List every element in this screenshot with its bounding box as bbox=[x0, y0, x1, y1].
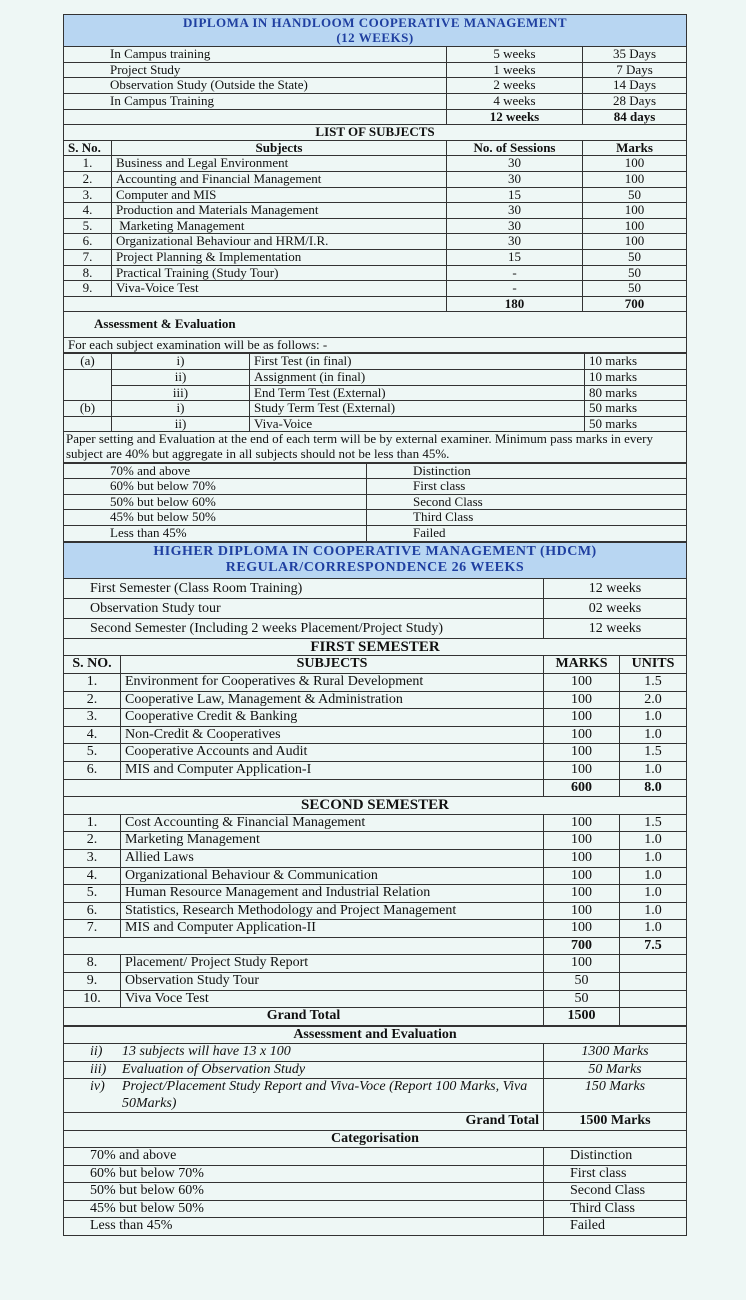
hdcm-schedule-row bbox=[64, 578, 687, 598]
subject-no: 9. bbox=[64, 281, 112, 297]
semester-no: 2. bbox=[64, 691, 121, 709]
category-row bbox=[64, 1200, 687, 1218]
semester-units: 1.5 bbox=[620, 673, 687, 691]
semester-marks: 100 bbox=[544, 902, 620, 920]
col-sno: S. No. bbox=[64, 140, 112, 156]
exam-group bbox=[64, 385, 112, 401]
extra-row bbox=[64, 973, 687, 991]
semester-subject: Statistics, Research Methodology and Project Management bbox=[121, 902, 544, 920]
hdcm-schedule-weeks: 12 weeks bbox=[544, 618, 687, 638]
subject-row bbox=[64, 249, 687, 265]
exam-test: End Term Test (External) bbox=[250, 385, 585, 401]
categorisation-rows bbox=[64, 1148, 687, 1236]
semester-marks: 100 bbox=[544, 832, 620, 850]
semester-row bbox=[64, 691, 687, 709]
category-result: Third Class bbox=[544, 1200, 687, 1218]
semester-subject: Cooperative Law, Management & Administration bbox=[121, 691, 544, 709]
schedule-item: Project Study bbox=[64, 62, 447, 78]
diploma-subjects bbox=[64, 156, 687, 296]
semester-units: 1.0 bbox=[620, 849, 687, 867]
col-sno: S. NO. bbox=[64, 656, 121, 674]
semester-no: 6. bbox=[64, 902, 121, 920]
schedule-days: 7 Days bbox=[583, 62, 687, 78]
grade-result: Distinction bbox=[367, 463, 687, 479]
grade-range: Less than 45% bbox=[64, 526, 367, 542]
semester-subject: MIS and Computer Application-I bbox=[121, 761, 544, 779]
assessment-no: iii) bbox=[90, 1061, 107, 1077]
grade-row bbox=[64, 510, 687, 526]
total-sessions: 180 bbox=[447, 296, 583, 312]
subject-name: Project Planning & Implementation bbox=[112, 249, 447, 265]
hdcm-schedule-item: Second Semester (Including 2 weeks Placement/Project Study) bbox=[64, 618, 544, 638]
extra-no: 9. bbox=[64, 973, 121, 991]
semester-row bbox=[64, 761, 687, 779]
exam-row bbox=[64, 385, 687, 401]
semester-subject: MIS and Computer Application-II bbox=[121, 920, 544, 938]
extra-subject: Viva Voce Test bbox=[121, 990, 544, 1008]
semester-units: 1.0 bbox=[620, 726, 687, 744]
semester-marks: 100 bbox=[544, 709, 620, 727]
semester-units: 1.0 bbox=[620, 867, 687, 885]
exam-row bbox=[64, 401, 687, 417]
assessment-item bbox=[64, 1079, 544, 1113]
semester-no: 7. bbox=[64, 920, 121, 938]
subject-sessions: 30 bbox=[447, 203, 583, 219]
exam-marks: 10 marks bbox=[585, 370, 687, 386]
schedule-weeks: 1 weeks bbox=[447, 62, 583, 78]
first-total-units: 8.0 bbox=[620, 779, 687, 797]
grade-row bbox=[64, 526, 687, 542]
category-row bbox=[64, 1218, 687, 1236]
semester-marks: 100 bbox=[544, 920, 620, 938]
semester-row bbox=[64, 814, 687, 832]
assessment-total-label: Grand Total bbox=[64, 1113, 544, 1131]
hdcm-schedule-item: Observation Study tour bbox=[64, 598, 544, 618]
extra-row bbox=[64, 990, 687, 1008]
extra-no: 8. bbox=[64, 955, 121, 973]
semester-row bbox=[64, 902, 687, 920]
hdcm-schedule-item: First Semester (Class Room Training) bbox=[64, 578, 544, 598]
category-range: 70% and above bbox=[64, 1148, 544, 1166]
extra-units bbox=[620, 955, 687, 973]
subject-row bbox=[64, 234, 687, 250]
subject-sessions: 30 bbox=[447, 171, 583, 187]
category-result: First class bbox=[544, 1165, 687, 1183]
subject-no: 2. bbox=[64, 171, 112, 187]
grade-range: 60% but below 70% bbox=[64, 479, 367, 495]
assessment-text: Project/Placement Study Report and Viva-Voce (Report 100 Marks, Viva 50Marks) bbox=[122, 1079, 528, 1111]
total-marks: 700 bbox=[583, 296, 687, 312]
semester-subject: Marketing Management bbox=[121, 832, 544, 850]
exam-group bbox=[64, 370, 112, 386]
semester-row bbox=[64, 849, 687, 867]
category-range: 60% but below 70% bbox=[64, 1165, 544, 1183]
col-marks: MARKS bbox=[544, 656, 620, 674]
hdcm-schedule bbox=[64, 578, 687, 638]
hdcm-schedule-weeks: 02 weeks bbox=[544, 598, 687, 618]
grade-result: Third Class bbox=[367, 510, 687, 526]
subject-marks: 100 bbox=[583, 171, 687, 187]
diploma-schedule bbox=[64, 47, 687, 109]
grand-total-label: Grand Total bbox=[64, 1008, 544, 1026]
subject-name: Organizational Behaviour and HRM/I.R. bbox=[112, 234, 447, 250]
assessment-row bbox=[64, 1079, 687, 1113]
first-semester-rows bbox=[64, 673, 687, 779]
semester-marks: 100 bbox=[544, 691, 620, 709]
subject-marks: 100 bbox=[583, 234, 687, 250]
category-range: 50% but below 60% bbox=[64, 1183, 544, 1201]
semester-units: 1.0 bbox=[620, 709, 687, 727]
second-total-marks: 700 bbox=[544, 937, 620, 955]
subjects-heading: LIST OF SUBJECTS bbox=[64, 125, 687, 141]
subject-sessions: 30 bbox=[447, 234, 583, 250]
semester-units: 2.0 bbox=[620, 691, 687, 709]
extra-row bbox=[64, 955, 687, 973]
semester-row bbox=[64, 726, 687, 744]
categorisation-heading: Categorisation bbox=[64, 1130, 687, 1148]
category-row bbox=[64, 1148, 687, 1166]
col-units: UNITS bbox=[620, 656, 687, 674]
extra-rows bbox=[64, 955, 687, 1008]
category-result: Distinction bbox=[544, 1148, 687, 1166]
semester-row bbox=[64, 920, 687, 938]
subject-marks: 50 bbox=[583, 187, 687, 203]
subject-marks: 50 bbox=[583, 249, 687, 265]
hdcm-table bbox=[63, 542, 687, 1026]
subject-no: 1. bbox=[64, 156, 112, 172]
schedule-row bbox=[64, 93, 687, 109]
paper-note: Paper setting and Evaluation at the end of each term will be by external examiner. Minimum pass marks in every subject are 40% but aggregate in all subjects should not be less than 45%. bbox=[64, 432, 687, 462]
grade-range: 50% but below 60% bbox=[64, 494, 367, 510]
assessment-no: ii) bbox=[90, 1044, 103, 1060]
col-sessions: No. of Sessions bbox=[447, 140, 583, 156]
assessment-marks: 50 Marks bbox=[544, 1061, 687, 1079]
second-total-units: 7.5 bbox=[620, 937, 687, 955]
semester-no: 3. bbox=[64, 849, 121, 867]
exam-sub: ii) bbox=[112, 370, 250, 386]
semester-row bbox=[64, 709, 687, 727]
extra-units bbox=[620, 990, 687, 1008]
assessment-row bbox=[64, 1061, 687, 1079]
subject-no: 7. bbox=[64, 249, 112, 265]
semester-no: 5. bbox=[64, 744, 121, 762]
subject-no: 4. bbox=[64, 203, 112, 219]
schedule-row bbox=[64, 47, 687, 63]
exam-marks: 80 marks bbox=[585, 385, 687, 401]
exam-group: (a) bbox=[64, 354, 112, 370]
grand-total-marks: 1500 bbox=[544, 1008, 620, 1026]
schedule-row bbox=[64, 78, 687, 94]
grade-row bbox=[64, 463, 687, 479]
subject-sessions: 15 bbox=[447, 187, 583, 203]
semester-no: 3. bbox=[64, 709, 121, 727]
extra-marks: 50 bbox=[544, 973, 620, 991]
subject-row bbox=[64, 187, 687, 203]
semester-row bbox=[64, 885, 687, 903]
subject-sessions: 30 bbox=[447, 218, 583, 234]
hdcm-schedule-row bbox=[64, 598, 687, 618]
exam-intro: For each subject examination will be as follows: - bbox=[64, 337, 687, 353]
semester-marks: 100 bbox=[544, 849, 620, 867]
hdcm-schedule-row bbox=[64, 618, 687, 638]
semester-subject: Cost Accounting & Financial Management bbox=[121, 814, 544, 832]
exam-group bbox=[64, 416, 112, 432]
col-subjects: Subjects bbox=[112, 140, 447, 156]
semester-units: 1.5 bbox=[620, 814, 687, 832]
exam-test: Study Term Test (External) bbox=[250, 401, 585, 417]
assessment-item bbox=[64, 1061, 544, 1079]
subject-sessions: 15 bbox=[447, 249, 583, 265]
subject-row bbox=[64, 281, 687, 297]
assessment-text: Evaluation of Observation Study bbox=[122, 1061, 306, 1077]
col-marks: Marks bbox=[583, 140, 687, 156]
schedule-item: Observation Study (Outside the State) bbox=[64, 78, 447, 94]
assessment-row bbox=[64, 1044, 687, 1062]
subject-marks: 100 bbox=[583, 218, 687, 234]
second-semester-rows bbox=[64, 814, 687, 937]
subject-no: 6. bbox=[64, 234, 112, 250]
semester-subject: Non-Credit & Cooperatives bbox=[121, 726, 544, 744]
semester-no: 1. bbox=[64, 814, 121, 832]
second-semester-heading: SECOND SEMESTER bbox=[64, 797, 687, 815]
exam-sub: i) bbox=[112, 354, 250, 370]
schedule-item: In Campus Training bbox=[64, 93, 447, 109]
semester-subject: Organizational Behaviour & Communication bbox=[121, 867, 544, 885]
subject-name: Viva-Voice Test bbox=[112, 281, 447, 297]
subject-sessions: - bbox=[447, 281, 583, 297]
semester-no: 1. bbox=[64, 673, 121, 691]
schedule-days: 35 Days bbox=[583, 47, 687, 63]
exam-test: First Test (in final) bbox=[250, 354, 585, 370]
grade-result: Failed bbox=[367, 526, 687, 542]
subject-no: 8. bbox=[64, 265, 112, 281]
diploma-title-line1: DIPLOMA IN HANDLOOM COOPERATIVE MANAGEMENT bbox=[183, 15, 568, 30]
diploma-table bbox=[63, 14, 687, 353]
exam-row bbox=[64, 354, 687, 370]
hdcm-assessment-table bbox=[63, 1026, 687, 1236]
category-range: Less than 45% bbox=[64, 1218, 544, 1236]
grade-result: First class bbox=[367, 479, 687, 495]
extra-no: 10. bbox=[64, 990, 121, 1008]
hdcm-assessment-heading: Assessment and Evaluation bbox=[64, 1026, 687, 1044]
grade-row bbox=[64, 479, 687, 495]
first-semester-heading: FIRST SEMESTER bbox=[64, 638, 687, 656]
semester-subject: Cooperative Credit & Banking bbox=[121, 709, 544, 727]
semester-row bbox=[64, 867, 687, 885]
subject-row bbox=[64, 171, 687, 187]
semester-no: 2. bbox=[64, 832, 121, 850]
semester-no: 6. bbox=[64, 761, 121, 779]
first-total-marks: 600 bbox=[544, 779, 620, 797]
extra-units bbox=[620, 973, 687, 991]
schedule-weeks: 5 weeks bbox=[447, 47, 583, 63]
category-result: Failed bbox=[544, 1218, 687, 1236]
subject-name: Accounting and Financial Management bbox=[112, 171, 447, 187]
exam-rows bbox=[64, 354, 687, 432]
exam-sub: ii) bbox=[112, 416, 250, 432]
semester-units: 1.0 bbox=[620, 885, 687, 903]
semester-marks: 100 bbox=[544, 761, 620, 779]
subject-name: Marketing Management bbox=[112, 218, 447, 234]
grade-rows bbox=[64, 463, 687, 541]
hdcm-schedule-weeks: 12 weeks bbox=[544, 578, 687, 598]
grade-row bbox=[64, 494, 687, 510]
exam-marks: 50 marks bbox=[585, 401, 687, 417]
semester-marks: 100 bbox=[544, 814, 620, 832]
semester-marks: 100 bbox=[544, 867, 620, 885]
extra-marks: 100 bbox=[544, 955, 620, 973]
semester-no: 4. bbox=[64, 726, 121, 744]
schedule-row bbox=[64, 62, 687, 78]
assessment-total: 1500 Marks bbox=[544, 1113, 687, 1131]
semester-no: 4. bbox=[64, 867, 121, 885]
subject-row bbox=[64, 203, 687, 219]
assessment-marks: 1300 Marks bbox=[544, 1044, 687, 1062]
subject-row bbox=[64, 265, 687, 281]
exam-sub: iii) bbox=[112, 385, 250, 401]
exam-row bbox=[64, 416, 687, 432]
semester-units: 1.0 bbox=[620, 920, 687, 938]
semester-units: 1.0 bbox=[620, 761, 687, 779]
semester-no: 5. bbox=[64, 885, 121, 903]
diploma-title bbox=[64, 15, 687, 47]
exam-table bbox=[63, 353, 687, 462]
semester-subject: Human Resource Management and Industrial Relation bbox=[121, 885, 544, 903]
assessment-text: 13 subjects will have 13 x 100 bbox=[122, 1044, 291, 1060]
schedule-weeks: 4 weeks bbox=[447, 93, 583, 109]
schedule-item: In Campus training bbox=[64, 47, 447, 63]
semester-marks: 100 bbox=[544, 673, 620, 691]
semester-subject: Cooperative Accounts and Audit bbox=[121, 744, 544, 762]
semester-marks: 100 bbox=[544, 726, 620, 744]
exam-sub: i) bbox=[112, 401, 250, 417]
assessment-rows bbox=[64, 1044, 687, 1113]
subject-marks: 100 bbox=[583, 203, 687, 219]
semester-subject: Allied Laws bbox=[121, 849, 544, 867]
subject-name: Computer and MIS bbox=[112, 187, 447, 203]
grade-result: Second Class bbox=[367, 494, 687, 510]
semester-row bbox=[64, 832, 687, 850]
subject-name: Business and Legal Environment bbox=[112, 156, 447, 172]
schedule-days: 14 Days bbox=[583, 78, 687, 94]
exam-test: Viva-Voice bbox=[250, 416, 585, 432]
grade-range: 70% and above bbox=[64, 463, 367, 479]
hdcm-title-line1: HIGHER DIPLOMA IN COOPERATIVE MANAGEMENT (HDCM) bbox=[153, 543, 597, 559]
semester-row bbox=[64, 744, 687, 762]
schedule-total-weeks: 12 weeks bbox=[447, 109, 583, 125]
exam-test: Assignment (in final) bbox=[250, 370, 585, 386]
subject-sessions: - bbox=[447, 265, 583, 281]
exam-marks: 50 marks bbox=[585, 416, 687, 432]
schedule-total-days: 84 days bbox=[583, 109, 687, 125]
subject-name: Production and Materials Management bbox=[112, 203, 447, 219]
extra-subject: Placement/ Project Study Report bbox=[121, 955, 544, 973]
extra-subject: Observation Study Tour bbox=[121, 973, 544, 991]
assessment-heading: Assessment & Evaluation bbox=[64, 312, 687, 338]
col-subjects: SUBJECTS bbox=[121, 656, 544, 674]
grade-table bbox=[63, 463, 687, 542]
subject-marks: 50 bbox=[583, 281, 687, 297]
exam-marks: 10 marks bbox=[585, 354, 687, 370]
document-page bbox=[63, 14, 686, 1236]
subject-no: 5. bbox=[64, 218, 112, 234]
hdcm-title bbox=[64, 542, 687, 578]
exam-row bbox=[64, 370, 687, 386]
category-result: Second Class bbox=[544, 1183, 687, 1201]
assessment-marks: 150 Marks bbox=[544, 1079, 687, 1113]
schedule-days: 28 Days bbox=[583, 93, 687, 109]
subject-row bbox=[64, 156, 687, 172]
subject-row bbox=[64, 218, 687, 234]
diploma-title-line2: (12 WEEKS) bbox=[336, 29, 414, 45]
assessment-item bbox=[64, 1044, 544, 1062]
semester-units: 1.5 bbox=[620, 744, 687, 762]
category-range: 45% but below 50% bbox=[64, 1200, 544, 1218]
extra-marks: 50 bbox=[544, 990, 620, 1008]
semester-units: 1.0 bbox=[620, 902, 687, 920]
semester-subject: Environment for Cooperatives & Rural Development bbox=[121, 673, 544, 691]
subject-marks: 50 bbox=[583, 265, 687, 281]
semester-marks: 100 bbox=[544, 885, 620, 903]
grade-range: 45% but below 50% bbox=[64, 510, 367, 526]
hdcm-title-line2: REGULAR/CORRESPONDENCE 26 WEEKS bbox=[225, 560, 525, 576]
assessment-no: iv) bbox=[90, 1079, 105, 1095]
schedule-weeks: 2 weeks bbox=[447, 78, 583, 94]
semester-row bbox=[64, 673, 687, 691]
subject-no: 3. bbox=[64, 187, 112, 203]
subject-name: Practical Training (Study Tour) bbox=[112, 265, 447, 281]
semester-marks: 100 bbox=[544, 744, 620, 762]
exam-group: (b) bbox=[64, 401, 112, 417]
semester-units: 1.0 bbox=[620, 832, 687, 850]
subject-marks: 100 bbox=[583, 156, 687, 172]
subject-sessions: 30 bbox=[447, 156, 583, 172]
category-row bbox=[64, 1165, 687, 1183]
category-row bbox=[64, 1183, 687, 1201]
